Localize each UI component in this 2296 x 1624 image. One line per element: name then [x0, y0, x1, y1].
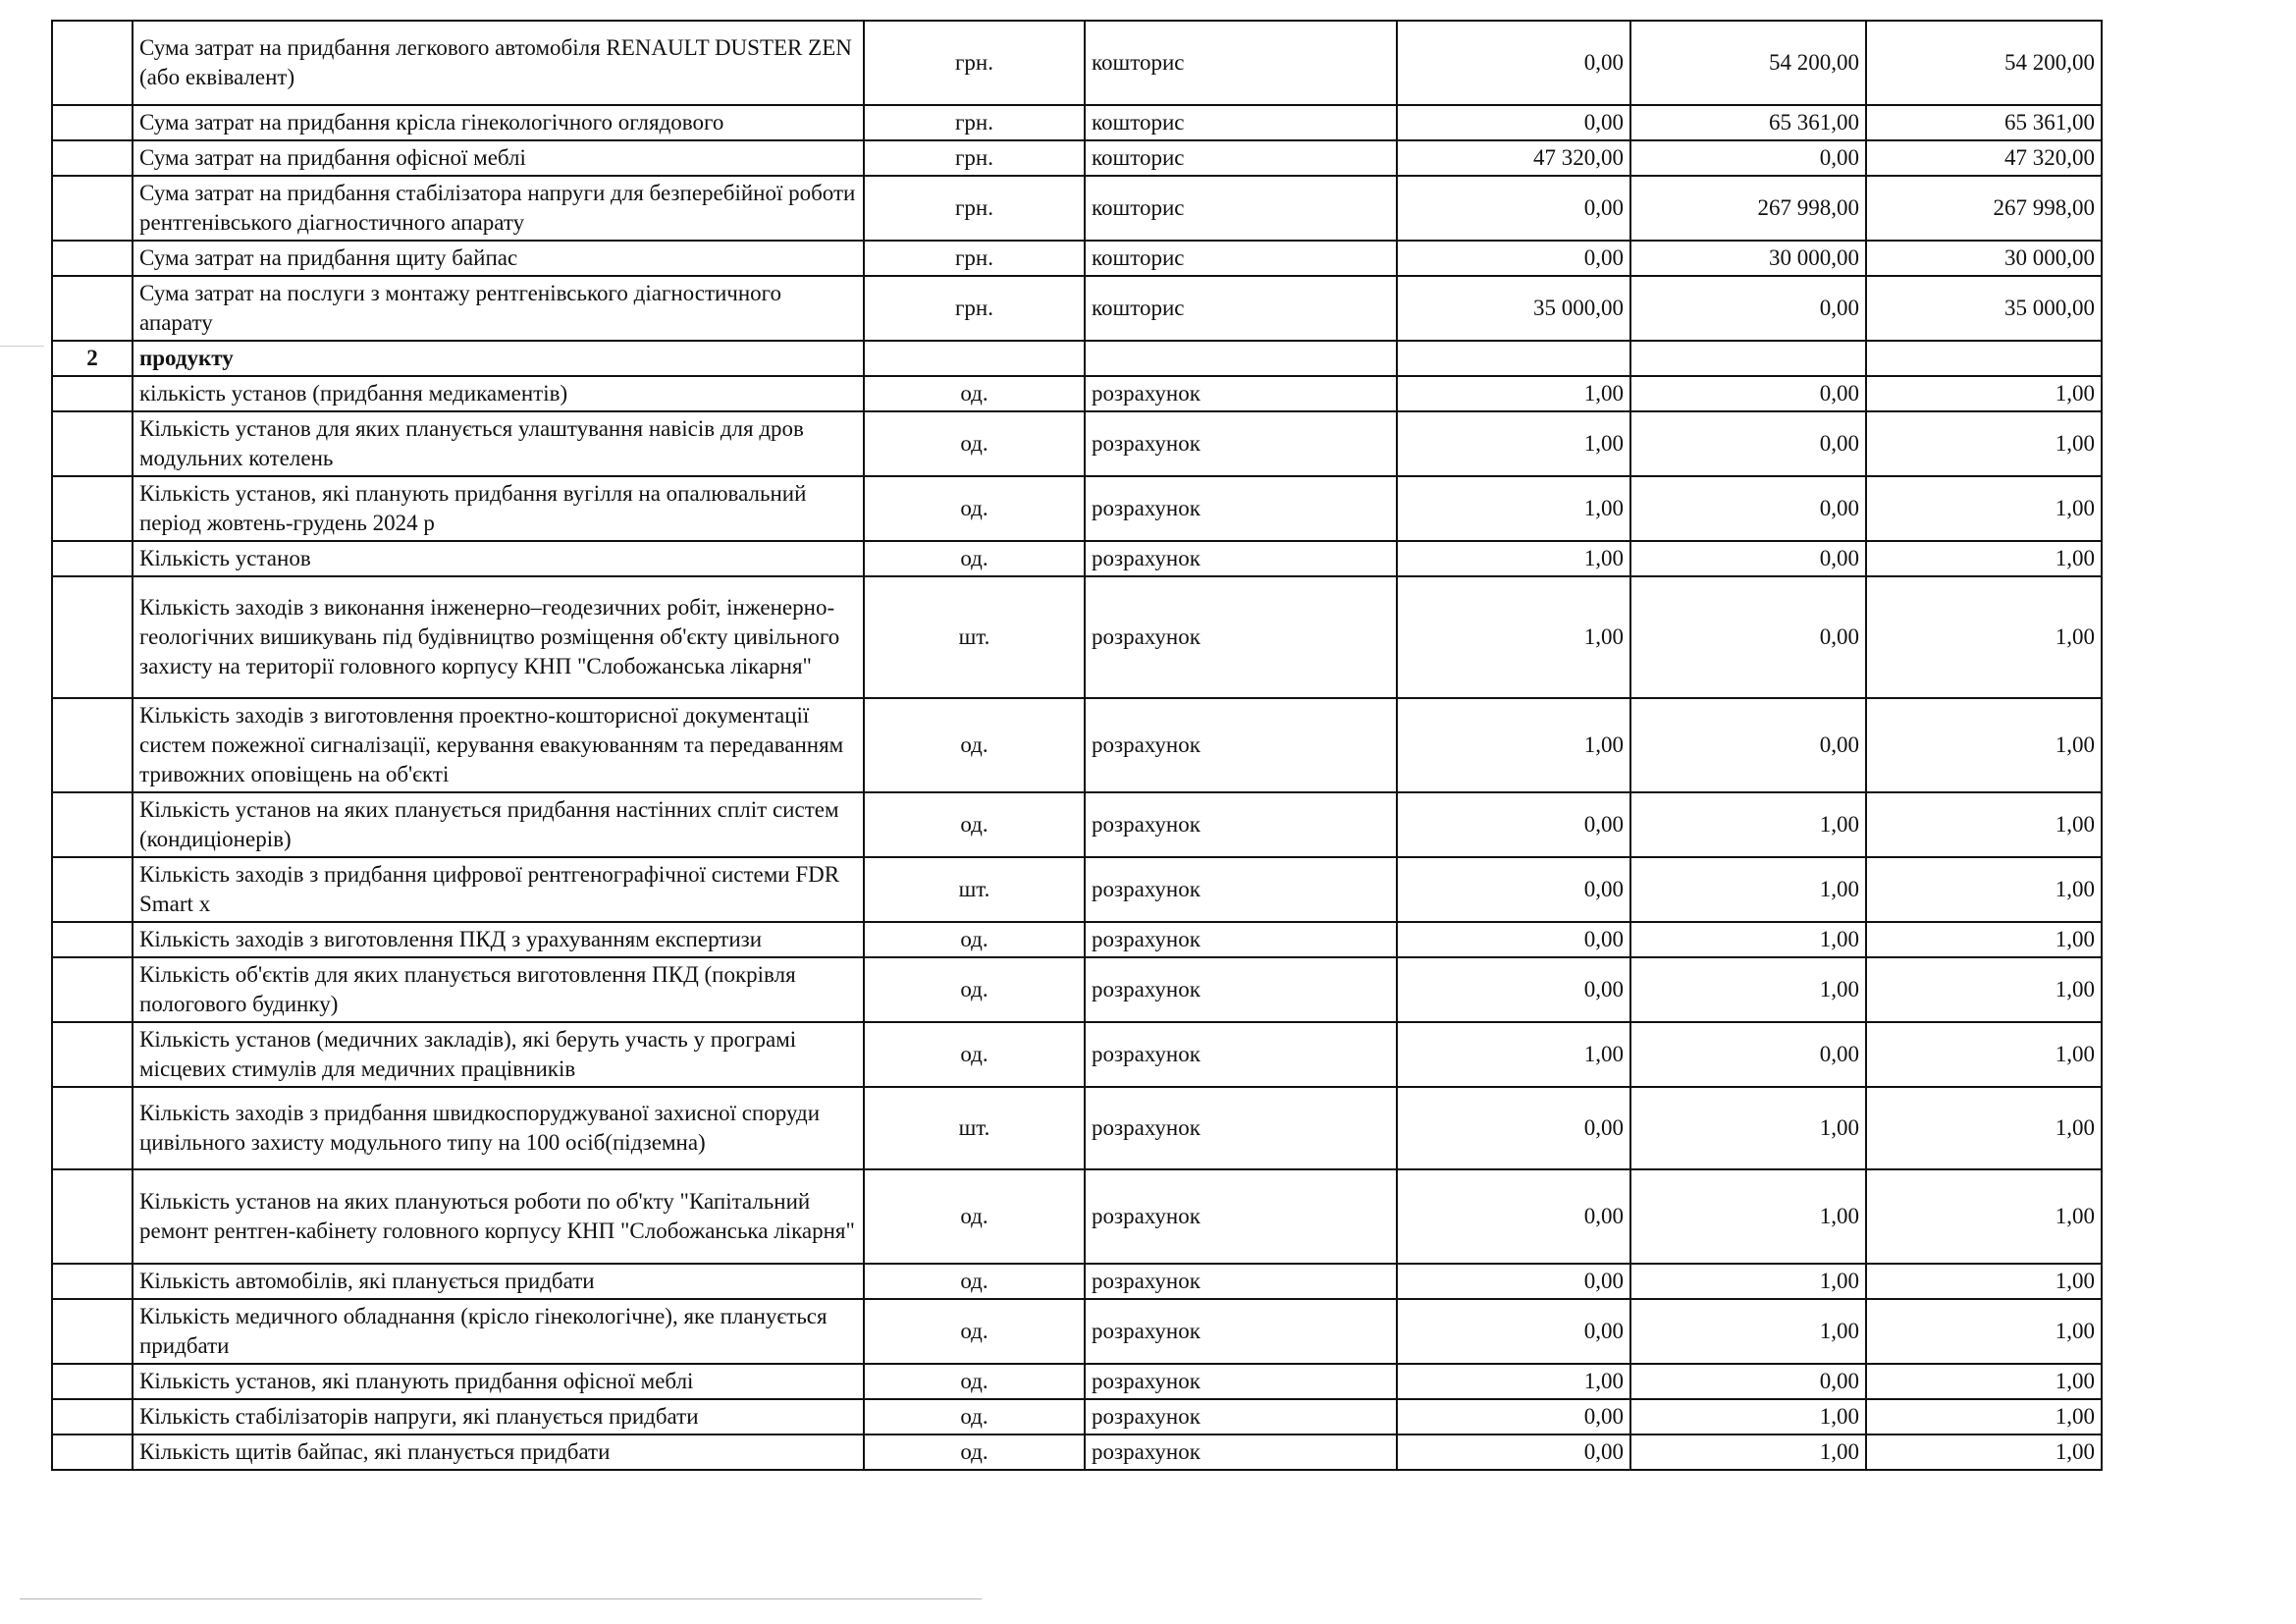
table-row	[52, 241, 2102, 276]
unit-cell: од.	[864, 957, 1085, 1022]
row-number	[52, 1435, 133, 1470]
source-method-cell: розрахунок	[1085, 698, 1397, 792]
unit-cell: од.	[864, 541, 1085, 576]
source-method-cell: кошторис	[1085, 276, 1397, 341]
source-method-cell: розрахунок	[1085, 541, 1397, 576]
value-total: 1,00	[1866, 476, 2102, 541]
value-total: 1,00	[1866, 792, 2102, 857]
source-method-cell: кошторис	[1085, 241, 1397, 276]
value-special-fund	[1630, 341, 1866, 376]
row-number	[52, 1399, 133, 1435]
value-general-fund: 0,00	[1397, 957, 1630, 1022]
value-total: 1,00	[1866, 1435, 2102, 1470]
unit-cell: грн.	[864, 21, 1085, 105]
value-general-fund: 0,00	[1397, 241, 1630, 276]
table-row	[52, 576, 2102, 698]
indicator-description: Сума затрат на придбання стабілізатора напруги для безперебійної роботи рентгенівського діагностичного апарату	[133, 176, 864, 241]
section-header-row	[52, 341, 2102, 376]
row-number	[52, 1022, 133, 1087]
unit-cell: од.	[864, 792, 1085, 857]
indicator-description: Кількість установ, які планують придбання офісної меблі	[133, 1364, 864, 1399]
table-row	[52, 1022, 2102, 1087]
indicators-table	[51, 20, 2103, 1471]
table-row	[52, 957, 2102, 1022]
row-number	[52, 176, 133, 241]
value-general-fund: 1,00	[1397, 376, 1630, 411]
indicator-description: Сума затрат на придбання офісної меблі	[133, 140, 864, 176]
unit-cell: грн.	[864, 176, 1085, 241]
value-general-fund: 47 320,00	[1397, 140, 1630, 176]
indicator-description: Кількість заходів з придбання цифрової рентгенографічної системи FDR Smart x	[133, 857, 864, 922]
table-body	[52, 21, 2102, 1470]
table-row	[52, 476, 2102, 541]
value-special-fund: 0,00	[1630, 541, 1866, 576]
unit-cell: шт.	[864, 857, 1085, 922]
source-method-cell	[1085, 341, 1397, 376]
value-special-fund: 0,00	[1630, 276, 1866, 341]
unit-cell: грн.	[864, 276, 1085, 341]
unit-cell: од.	[864, 922, 1085, 957]
indicator-description: Кількість установ (медичних закладів), які беруть участь у програмі місцевих стимулів для медичних працівників	[133, 1022, 864, 1087]
indicator-description: Сума затрат на послуги з монтажу рентгенівського діагностичного апарату	[133, 276, 864, 341]
value-total: 47 320,00	[1866, 140, 2102, 176]
table-row	[52, 376, 2102, 411]
value-special-fund: 1,00	[1630, 1264, 1866, 1299]
value-total: 1,00	[1866, 1087, 2102, 1169]
unit-cell: од.	[864, 1399, 1085, 1435]
source-method-cell: розрахунок	[1085, 1364, 1397, 1399]
source-method-cell: розрахунок	[1085, 1087, 1397, 1169]
source-method-cell: кошторис	[1085, 105, 1397, 140]
value-special-fund: 0,00	[1630, 1022, 1866, 1087]
value-general-fund: 1,00	[1397, 411, 1630, 476]
row-number	[52, 541, 133, 576]
value-general-fund: 1,00	[1397, 1364, 1630, 1399]
indicator-description: Кількість установ на яких плануються роботи по об'кту "Капітальний ремонт рентген-кабінету головного корпусу КНП "Слобожанська лікарня"	[133, 1169, 864, 1264]
source-method-cell: розрахунок	[1085, 1169, 1397, 1264]
source-method-cell: розрахунок	[1085, 1435, 1397, 1470]
value-special-fund: 1,00	[1630, 1435, 1866, 1470]
row-number	[52, 792, 133, 857]
table-row	[52, 1087, 2102, 1169]
table-row	[52, 276, 2102, 341]
source-method-cell: розрахунок	[1085, 1264, 1397, 1299]
table-row	[52, 1364, 2102, 1399]
row-number	[52, 376, 133, 411]
value-general-fund: 0,00	[1397, 1299, 1630, 1364]
value-general-fund: 1,00	[1397, 541, 1630, 576]
unit-cell: од.	[864, 1364, 1085, 1399]
indicator-description: Кількість стабілізаторів напруги, які планується придбати	[133, 1399, 864, 1435]
value-special-fund: 1,00	[1630, 1299, 1866, 1364]
unit-cell: од.	[864, 1022, 1085, 1087]
value-general-fund: 0,00	[1397, 922, 1630, 957]
value-special-fund: 54 200,00	[1630, 21, 1866, 105]
value-special-fund: 65 361,00	[1630, 105, 1866, 140]
value-special-fund: 1,00	[1630, 1399, 1866, 1435]
source-method-cell: розрахунок	[1085, 576, 1397, 698]
value-special-fund: 1,00	[1630, 922, 1866, 957]
value-general-fund: 1,00	[1397, 476, 1630, 541]
row-number	[52, 1299, 133, 1364]
indicator-description: Кількість заходів з виготовлення ПКД з урахуванням експертизи	[133, 922, 864, 957]
value-general-fund: 35 000,00	[1397, 276, 1630, 341]
row-number	[52, 140, 133, 176]
value-special-fund: 0,00	[1630, 476, 1866, 541]
indicator-description: Кількість заходів з виготовлення проектно-кошторисної документації систем пожежної сигналізації, керування евакуюванням та передаванням тривожних оповіщень на об'єкті	[133, 698, 864, 792]
value-special-fund: 0,00	[1630, 698, 1866, 792]
source-method-cell: розрахунок	[1085, 411, 1397, 476]
value-total: 1,00	[1866, 922, 2102, 957]
table-row	[52, 792, 2102, 857]
table-row	[52, 1399, 2102, 1435]
unit-cell: грн.	[864, 241, 1085, 276]
unit-cell: грн.	[864, 140, 1085, 176]
source-method-cell: кошторис	[1085, 176, 1397, 241]
indicator-description: Кількість щитів байпас, які планується придбати	[133, 1435, 864, 1470]
table-row	[52, 21, 2102, 105]
value-total: 1,00	[1866, 576, 2102, 698]
indicator-description: кількість установ (придбання медикаментів)	[133, 376, 864, 411]
table-row	[52, 1299, 2102, 1364]
value-general-fund: 1,00	[1397, 1022, 1630, 1087]
value-total: 1,00	[1866, 1264, 2102, 1299]
source-method-cell: розрахунок	[1085, 1299, 1397, 1364]
table-row	[52, 140, 2102, 176]
value-special-fund: 1,00	[1630, 1169, 1866, 1264]
scan-mark	[0, 346, 44, 347]
value-general-fund: 0,00	[1397, 1435, 1630, 1470]
value-special-fund: 267 998,00	[1630, 176, 1866, 241]
value-total: 1,00	[1866, 376, 2102, 411]
row-number	[52, 698, 133, 792]
table-row	[52, 922, 2102, 957]
table-row	[52, 411, 2102, 476]
unit-cell: грн.	[864, 105, 1085, 140]
indicator-description: Кількість установ, які планують придбання вугілля на опалювальний період жовтень-грудень 2024 р	[133, 476, 864, 541]
row-number	[52, 105, 133, 140]
table-row	[52, 176, 2102, 241]
source-method-cell: розрахунок	[1085, 1399, 1397, 1435]
value-general-fund: 0,00	[1397, 1087, 1630, 1169]
row-number	[52, 1169, 133, 1264]
value-total	[1866, 341, 2102, 376]
value-special-fund: 1,00	[1630, 1087, 1866, 1169]
value-total: 1,00	[1866, 541, 2102, 576]
indicator-description: продукту	[133, 341, 864, 376]
value-total: 1,00	[1866, 857, 2102, 922]
value-total: 35 000,00	[1866, 276, 2102, 341]
value-general-fund: 0,00	[1397, 1264, 1630, 1299]
value-total: 1,00	[1866, 411, 2102, 476]
indicator-description: Сума затрат на придбання щиту байпас	[133, 241, 864, 276]
value-total: 65 361,00	[1866, 105, 2102, 140]
unit-cell: од.	[864, 698, 1085, 792]
value-total: 1,00	[1866, 1399, 2102, 1435]
value-total: 54 200,00	[1866, 21, 2102, 105]
row-number	[52, 411, 133, 476]
indicator-description: Сума затрат на придбання легкового автомобіля RENAULT DUSTER ZEN (або еквівалент)	[133, 21, 864, 105]
row-number	[52, 1087, 133, 1169]
indicator-description: Кількість об'єктів для яких планується виготовлення ПКД (покрівля пологового будинку)	[133, 957, 864, 1022]
value-total: 1,00	[1866, 957, 2102, 1022]
value-special-fund: 0,00	[1630, 140, 1866, 176]
value-special-fund: 1,00	[1630, 792, 1866, 857]
row-number	[52, 241, 133, 276]
scan-edge-line	[20, 1598, 982, 1599]
source-method-cell: розрахунок	[1085, 922, 1397, 957]
row-number	[52, 1264, 133, 1299]
source-method-cell: розрахунок	[1085, 857, 1397, 922]
table-row	[52, 1169, 2102, 1264]
value-total: 1,00	[1866, 698, 2102, 792]
table-row	[52, 857, 2102, 922]
value-general-fund: 0,00	[1397, 857, 1630, 922]
indicator-description: Кількість установ	[133, 541, 864, 576]
source-method-cell: розрахунок	[1085, 476, 1397, 541]
indicator-description: Кількість установ для яких планується улаштування навісів для дров модульних котелень	[133, 411, 864, 476]
source-method-cell: кошторис	[1085, 21, 1397, 105]
unit-cell: од.	[864, 476, 1085, 541]
table-row	[52, 1264, 2102, 1299]
value-general-fund: 0,00	[1397, 1399, 1630, 1435]
indicator-description: Сума затрат на придбання крісла гінекологічного оглядового	[133, 105, 864, 140]
value-total: 1,00	[1866, 1169, 2102, 1264]
indicator-description: Кількість медичного обладнання (крісло гінекологічне), яке планується придбати	[133, 1299, 864, 1364]
value-special-fund: 0,00	[1630, 411, 1866, 476]
source-method-cell: кошторис	[1085, 140, 1397, 176]
value-general-fund	[1397, 341, 1630, 376]
row-number: 2	[52, 341, 133, 376]
value-total: 1,00	[1866, 1364, 2102, 1399]
indicator-description: Кількість заходів з придбання швидкоспоруджуваної захисної споруди цивільного захисту модульного типу на 100 осіб(підземна)	[133, 1087, 864, 1169]
unit-cell	[864, 341, 1085, 376]
value-total: 30 000,00	[1866, 241, 2102, 276]
value-general-fund: 1,00	[1397, 698, 1630, 792]
value-general-fund: 1,00	[1397, 576, 1630, 698]
value-special-fund: 1,00	[1630, 957, 1866, 1022]
row-number	[52, 922, 133, 957]
row-number	[52, 476, 133, 541]
table-row	[52, 541, 2102, 576]
indicator-description: Кількість заходів з виконання інженерно–геодезичних робіт, інженерно-геологічних вишикувань під будівництво розміщення об'єкту цивільного захисту на території головного корпусу КНП "Слобожанська лікарня"	[133, 576, 864, 698]
row-number	[52, 576, 133, 698]
value-general-fund: 0,00	[1397, 1169, 1630, 1264]
source-method-cell: розрахунок	[1085, 792, 1397, 857]
indicator-description: Кількість установ на яких планується придбання настінних спліт систем (кондиціонерів)	[133, 792, 864, 857]
table-row	[52, 698, 2102, 792]
row-number	[52, 957, 133, 1022]
value-general-fund: 0,00	[1397, 792, 1630, 857]
row-number	[52, 21, 133, 105]
value-special-fund: 0,00	[1630, 576, 1866, 698]
table-row	[52, 1435, 2102, 1470]
value-general-fund: 0,00	[1397, 21, 1630, 105]
unit-cell: од.	[864, 1435, 1085, 1470]
value-special-fund: 30 000,00	[1630, 241, 1866, 276]
unit-cell: шт.	[864, 576, 1085, 698]
unit-cell: од.	[864, 411, 1085, 476]
value-total: 1,00	[1866, 1299, 2102, 1364]
value-special-fund: 1,00	[1630, 857, 1866, 922]
row-number	[52, 857, 133, 922]
value-general-fund: 0,00	[1397, 176, 1630, 241]
unit-cell: од.	[864, 1299, 1085, 1364]
unit-cell: шт.	[864, 1087, 1085, 1169]
value-special-fund: 0,00	[1630, 376, 1866, 411]
indicator-description: Кількість автомобілів, які планується придбати	[133, 1264, 864, 1299]
value-general-fund: 0,00	[1397, 105, 1630, 140]
table-row	[52, 105, 2102, 140]
value-special-fund: 0,00	[1630, 1364, 1866, 1399]
source-method-cell: розрахунок	[1085, 1022, 1397, 1087]
row-number	[52, 276, 133, 341]
row-number	[52, 1364, 133, 1399]
unit-cell: од.	[864, 1169, 1085, 1264]
value-total: 1,00	[1866, 1022, 2102, 1087]
value-total: 267 998,00	[1866, 176, 2102, 241]
source-method-cell: розрахунок	[1085, 957, 1397, 1022]
unit-cell: од.	[864, 376, 1085, 411]
source-method-cell: розрахунок	[1085, 376, 1397, 411]
unit-cell: од.	[864, 1264, 1085, 1299]
